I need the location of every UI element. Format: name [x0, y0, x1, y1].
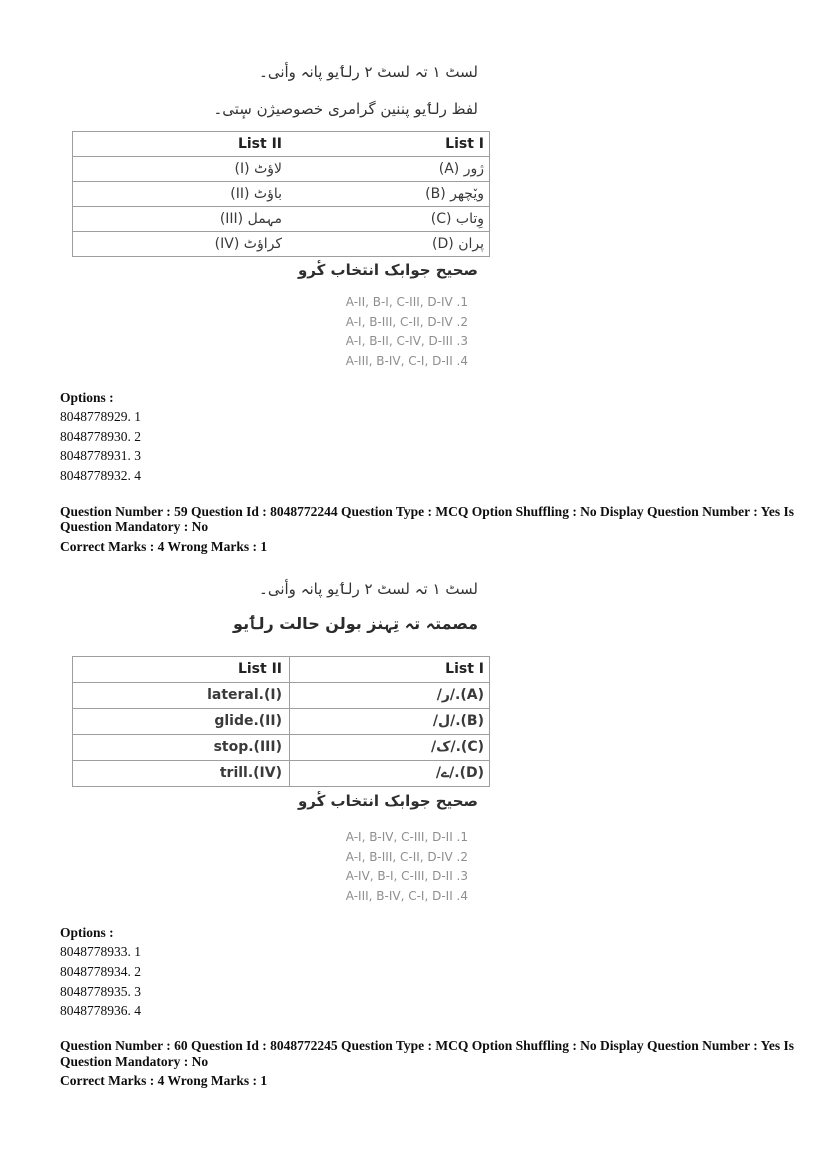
answer-option-4: A-III, B-IV, C-I, D-II .4 — [345, 888, 468, 903]
question-59-metadata — [60, 504, 826, 555]
list-1-cell: (D) پران — [432, 236, 484, 252]
table-row — [73, 207, 489, 232]
option-id-2: 8048778930. 2 — [60, 428, 141, 444]
table-row — [73, 683, 489, 709]
list-1-cell: /ر/.(A) — [289, 683, 489, 708]
question-59-options-label: Options : — [60, 390, 114, 405]
option-id-3: 8048778931. 3 — [60, 448, 141, 464]
metadata-marks-line: Correct Marks : 4 Wrong Marks : 1 — [60, 1073, 268, 1089]
answer-option-1: A-I, B-IV, C-III, D-II .1 — [345, 830, 468, 845]
list-1-cell: (B) ویٚچھر — [425, 186, 484, 202]
question-60-option-ids — [60, 942, 826, 1021]
question-60-urdu-line-2: مصمتہ تہ تِہنز بولن حالت رلٲیو — [233, 614, 478, 634]
question-60-options-label: Options : — [60, 925, 114, 941]
answer-option-2: A-I, B-III, C-II, D-IV .2 — [345, 849, 468, 864]
question-59-urdu-line-2: لفظ رلٲیو پننین گرامری خصوصیژن سٕتی۔ — [213, 100, 478, 118]
option-id-1: 8048778933. 1 — [60, 944, 141, 960]
list-1-cell: /ل/.(B) — [289, 709, 489, 734]
list-1-header: List I — [445, 136, 484, 152]
list-2-header: List II — [237, 136, 282, 152]
list-2-cell: glide.(II) — [214, 713, 282, 730]
list-2-cell: trill.(IV) — [219, 765, 282, 782]
metadata-line-2: Question Mandatory : No — [60, 1053, 209, 1069]
table-row — [73, 232, 489, 256]
option-id-3: 8048778935. 3 — [60, 983, 141, 999]
list-1-cell: /ک/.(C) — [289, 735, 489, 760]
list-1-cell: (A) ژور — [438, 161, 484, 177]
question-59-body — [72, 62, 490, 371]
list-2-cell: (III) مہمل — [219, 211, 282, 227]
question-60-body — [72, 579, 490, 906]
question-60-metadata — [60, 1038, 826, 1089]
answer-option-1: A-II, B-I, C-III, D-IV .1 — [345, 295, 468, 309]
list-2-cell: (IV) کراؤٹ — [214, 236, 282, 252]
answer-option-3: A-I, B-II, C-IV, D-III .3 — [345, 334, 468, 348]
table-row — [73, 182, 489, 207]
metadata-line-1: Question Number : 60 Question Id : 8048772245 Question Type : MCQ Option Shuffling : No Display Question Number : Yes Is — [60, 1038, 794, 1054]
metadata-line-2: Question Mandatory : No — [60, 519, 209, 535]
option-id-4: 8048778932. 4 — [60, 468, 141, 484]
question-59-match-table — [72, 131, 490, 257]
list-1-cell: (C) وِتاب — [430, 211, 484, 227]
option-id-1: 8048778929. 1 — [60, 409, 141, 424]
answer-option-2: A-I, B-III, C-II, D-IV .2 — [345, 314, 468, 329]
list-2-cell: stop.(III) — [213, 739, 282, 756]
question-60-urdu-line-1: لسٹ ۱ تہ لسٹ ۲ رلٲیو پانہ وأنی۔ — [259, 580, 478, 599]
question-59-answer-combinations — [72, 293, 490, 371]
list-2-cell: (I) لاؤٹ — [234, 161, 282, 177]
question-59-choose-correct-label: صحیح جوابک انتخاب کٔرو — [297, 261, 478, 279]
question-59-option-ids — [60, 407, 826, 486]
list-1-cell: /ے/.(D) — [289, 761, 489, 786]
option-id-4: 8048778936. 4 — [60, 1003, 141, 1019]
list-1-header: List I — [289, 657, 489, 682]
list-2-cell: (II) باؤٹ — [230, 186, 282, 202]
question-59-urdu-line-1: لسٹ ۱ تہ لسٹ ۲ رلٲیو پانہ وأنی۔ — [259, 63, 478, 81]
list-2-header: List II — [237, 661, 282, 678]
table-header-row — [73, 657, 489, 683]
table-header-row — [73, 132, 489, 157]
table-row — [73, 735, 489, 761]
answer-option-3: A-IV, B-I, C-III, D-II .3 — [345, 869, 468, 884]
question-60-choose-correct-label: صحیح جوابک انتخاب کٔرو — [297, 792, 478, 811]
question-60-match-table — [72, 656, 490, 787]
table-row — [73, 761, 489, 786]
table-row — [73, 157, 489, 182]
answer-option-4: A-III, B-IV, C-I, D-II .4 — [345, 353, 468, 368]
list-2-cell: lateral.(I) — [207, 687, 282, 704]
option-id-2: 8048778934. 2 — [60, 964, 141, 980]
metadata-marks-line: Correct Marks : 4 Wrong Marks : 1 — [60, 538, 268, 554]
question-60-answer-combinations — [72, 828, 490, 906]
table-row — [73, 709, 489, 735]
metadata-line-1: Question Number : 59 Question Id : 8048772244 Question Type : MCQ Option Shuffling : No Display Question Number : Yes Is — [60, 503, 794, 519]
